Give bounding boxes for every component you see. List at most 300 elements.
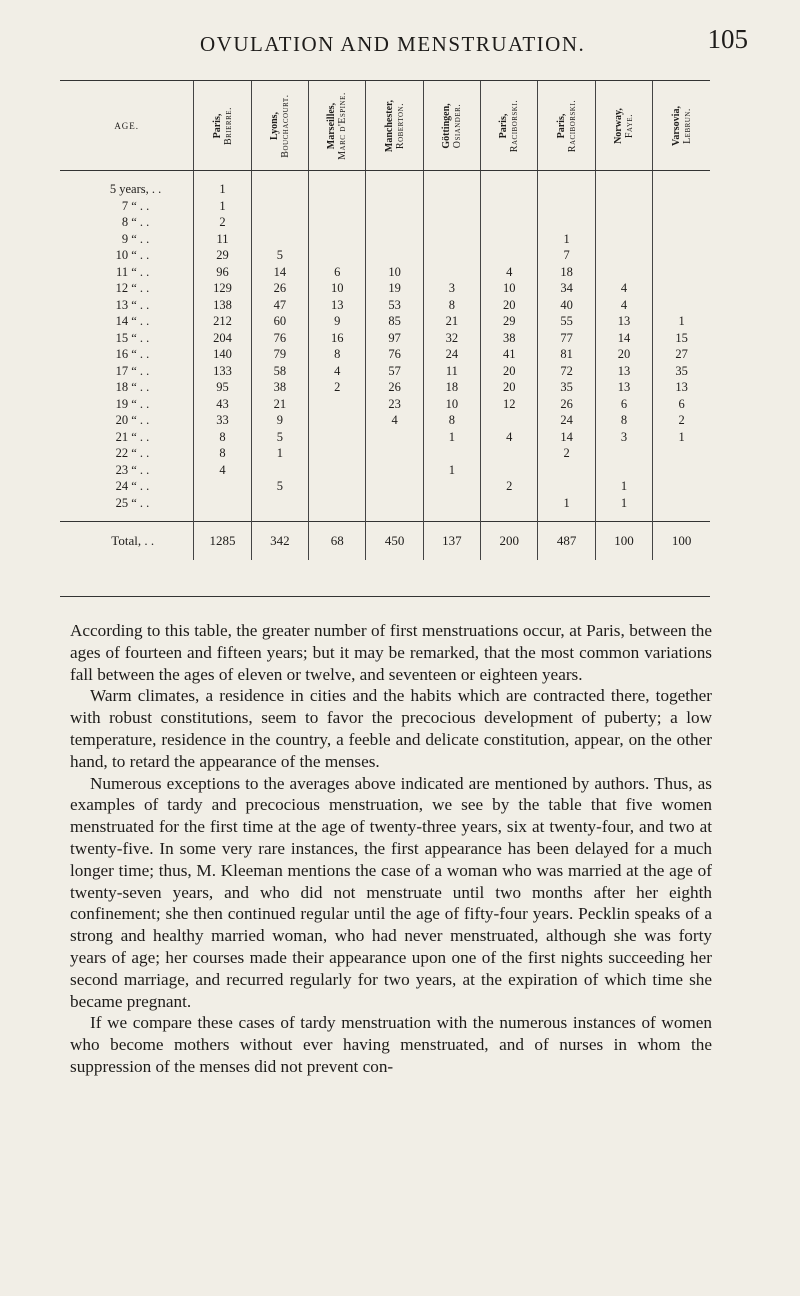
column-header <box>481 81 538 171</box>
table-cell <box>309 495 366 512</box>
table-cell <box>423 495 480 512</box>
table-cell <box>481 214 538 231</box>
table-row <box>60 198 710 215</box>
table-cell: 79 <box>251 346 308 363</box>
table-cell: 204 <box>194 330 251 347</box>
table-cell: 9 <box>309 313 366 330</box>
table-cell <box>251 181 308 198</box>
table-cell: 11 <box>423 363 480 380</box>
column-city: Varsovia, <box>670 105 682 146</box>
table-cell: 21 <box>423 313 480 330</box>
age-cell <box>60 198 194 215</box>
column-city: Lyons, <box>268 111 280 140</box>
table-row <box>60 330 710 347</box>
age-number: 15 <box>115 330 129 345</box>
table-cell: 29 <box>194 247 251 264</box>
spacer-cell <box>60 511 194 522</box>
spacer-cell <box>538 171 595 182</box>
table-cell: 4 <box>309 363 366 380</box>
table-cell <box>653 297 710 314</box>
table-cell <box>538 462 595 479</box>
leader-dots: . . <box>139 495 150 510</box>
table-row <box>60 462 710 479</box>
table-cell <box>653 445 710 462</box>
column-header-label <box>384 99 406 151</box>
age-unit: “ <box>131 446 137 460</box>
total-cell: 1285 <box>194 522 251 561</box>
column-city: Manchester, <box>383 99 395 152</box>
table-cell: 58 <box>251 363 308 380</box>
leader-dots: . . <box>139 347 150 361</box>
table-cell <box>309 478 366 495</box>
table-cell: 140 <box>194 346 251 363</box>
table-cell: 3 <box>423 280 480 297</box>
table-cell <box>595 198 652 215</box>
leader-dots: . . <box>151 182 162 196</box>
leader-dots: . . <box>139 380 150 394</box>
table-cell: 10 <box>309 280 366 297</box>
table-row <box>60 396 710 413</box>
column-author: Roberton. <box>394 102 406 149</box>
table-cell: 1 <box>423 429 480 446</box>
column-header-label <box>556 99 578 151</box>
table-cell: 47 <box>251 297 308 314</box>
table-cell <box>309 462 366 479</box>
running-head <box>60 20 760 60</box>
table-cell: 96 <box>194 264 251 281</box>
table-cell: 10 <box>366 264 423 281</box>
column-header <box>538 81 595 171</box>
table-cell: 4 <box>481 264 538 281</box>
age-number: 25 <box>115 495 129 510</box>
table-cell: 13 <box>653 379 710 396</box>
table-cell: 77 <box>538 330 595 347</box>
table-cell: 5 <box>251 429 308 446</box>
table-cell: 13 <box>595 363 652 380</box>
table-cell: 18 <box>538 264 595 281</box>
column-author: Osiander. <box>451 103 463 148</box>
age-unit: “ <box>131 281 137 295</box>
age-unit: years, <box>119 182 149 196</box>
table-cell: 212 <box>194 313 251 330</box>
column-author: Lebrun. <box>681 107 693 144</box>
table-cell: 57 <box>366 363 423 380</box>
table-cell <box>481 412 538 429</box>
spacer-cell <box>60 171 194 182</box>
age-number: 21 <box>115 429 129 444</box>
table-cell <box>309 231 366 248</box>
table-cell: 43 <box>194 396 251 413</box>
column-header-label <box>613 108 635 144</box>
age-cell <box>60 462 194 479</box>
table-cell: 8 <box>309 346 366 363</box>
age-cell <box>60 363 194 380</box>
table-cell: 129 <box>194 280 251 297</box>
table-cell <box>251 462 308 479</box>
table-cell <box>595 214 652 231</box>
spacer-cell <box>251 511 308 522</box>
table-cell: 14 <box>538 429 595 446</box>
table-header-row <box>60 81 710 171</box>
table-cell: 8 <box>423 297 480 314</box>
table-cell: 38 <box>481 330 538 347</box>
leader-dots: . . <box>139 429 150 444</box>
spacer-cell <box>194 511 251 522</box>
total-row <box>60 522 710 561</box>
table-cell: 5 <box>251 247 308 264</box>
table-cell <box>481 181 538 198</box>
age-unit: “ <box>131 264 137 279</box>
table-cell: 19 <box>366 280 423 297</box>
table-cell: 35 <box>653 363 710 380</box>
running-title: OVULATION AND MENSTRUATION. <box>200 32 586 56</box>
age-cell <box>60 346 194 363</box>
table-cell: 26 <box>366 379 423 396</box>
age-number: 23 <box>115 462 129 477</box>
table-cell <box>595 264 652 281</box>
age-number: 14 <box>115 314 129 328</box>
table-row <box>60 445 710 462</box>
table-cell: 2 <box>538 445 595 462</box>
data-table <box>60 81 710 560</box>
table-row <box>60 247 710 264</box>
table-cell: 13 <box>595 379 652 396</box>
table-cell <box>538 198 595 215</box>
body-text <box>70 620 712 1078</box>
age-number: 8 <box>121 215 129 229</box>
table-cell <box>366 181 423 198</box>
spacer-cell <box>251 171 308 182</box>
spacer-cell <box>653 511 710 522</box>
age-number: 10 <box>115 248 129 262</box>
table-cell <box>251 214 308 231</box>
leader-dots: . . <box>144 533 155 548</box>
table-cell: 1 <box>423 462 480 479</box>
table-cell <box>481 445 538 462</box>
table-cell <box>595 181 652 198</box>
paragraph: Warm climates, a residence in cities and the habits which are contracted there, together with robust constitutions, seem to favor the precocious development of puberty; a low temperature, residence in the country, a feeble and delicate constitution, appear, on the other hand, to retard the appearance of the menses. <box>70 686 712 771</box>
spacer-cell <box>595 171 652 182</box>
table-cell: 1 <box>653 313 710 330</box>
column-author: Marc d'Espine. <box>337 91 349 160</box>
age-cell <box>60 297 194 314</box>
table-cell <box>423 247 480 264</box>
table-cell: 10 <box>423 396 480 413</box>
column-city: Paris, <box>498 113 510 138</box>
table-cell: 76 <box>366 346 423 363</box>
age-unit: “ <box>131 429 137 444</box>
age-unit: “ <box>131 479 137 493</box>
table-row <box>60 313 710 330</box>
table-cell: 1 <box>194 181 251 198</box>
table-cell: 72 <box>538 363 595 380</box>
table-cell: 11 <box>194 231 251 248</box>
age-cell <box>60 214 194 231</box>
table-cell <box>309 429 366 446</box>
table-cell <box>309 214 366 231</box>
table-cell <box>366 495 423 512</box>
table-cell <box>309 412 366 429</box>
table-row <box>60 297 710 314</box>
leader-dots: . . <box>139 446 150 460</box>
table-cell: 2 <box>309 379 366 396</box>
table-cell: 20 <box>481 363 538 380</box>
column-header-label <box>498 99 520 151</box>
table-cell <box>481 462 538 479</box>
table-cell: 33 <box>194 412 251 429</box>
table-cell <box>538 181 595 198</box>
table-cell: 18 <box>423 379 480 396</box>
table-cell <box>309 198 366 215</box>
table-cell <box>481 231 538 248</box>
spacer-row <box>60 511 710 522</box>
table-row <box>60 231 710 248</box>
age-cell <box>60 396 194 413</box>
table-row <box>60 429 710 446</box>
table-cell: 26 <box>251 280 308 297</box>
age-cell <box>60 412 194 429</box>
table-cell: 13 <box>595 313 652 330</box>
age-number: 16 <box>115 347 129 361</box>
total-label-cell <box>60 522 194 561</box>
table-cell: 81 <box>538 346 595 363</box>
column-header-label <box>212 106 234 144</box>
column-city: Göttingen, <box>440 102 452 149</box>
table-cell <box>653 231 710 248</box>
age-unit: “ <box>131 314 137 328</box>
age-unit: “ <box>131 347 137 361</box>
leader-dots: . . <box>139 314 150 328</box>
table-cell: 13 <box>309 297 366 314</box>
total-cell: 450 <box>366 522 423 561</box>
table-cell: 24 <box>423 346 480 363</box>
leader-dots: . . <box>139 462 150 477</box>
column-author: Raciborski. <box>566 99 578 152</box>
table-cell: 9 <box>251 412 308 429</box>
table-cell <box>366 445 423 462</box>
table-cell <box>423 198 480 215</box>
table-cell <box>366 247 423 264</box>
age-unit: “ <box>131 215 137 229</box>
column-header-label <box>269 94 291 157</box>
spacer-cell <box>309 511 366 522</box>
table-cell <box>423 445 480 462</box>
table-cell <box>595 445 652 462</box>
table-cell: 2 <box>194 214 251 231</box>
table-cell: 29 <box>481 313 538 330</box>
table-cell: 3 <box>595 429 652 446</box>
column-header <box>423 81 480 171</box>
table-row <box>60 346 710 363</box>
spacer-cell <box>309 171 366 182</box>
spacer-cell <box>653 171 710 182</box>
table-row <box>60 214 710 231</box>
table-cell: 4 <box>366 412 423 429</box>
column-author: Faye. <box>623 113 635 138</box>
leader-dots: . . <box>139 363 150 378</box>
total-cell: 137 <box>423 522 480 561</box>
age-header-label: AGE. <box>114 121 140 131</box>
table-cell: 8 <box>423 412 480 429</box>
table-cell: 1 <box>595 495 652 512</box>
age-column-header <box>60 81 194 171</box>
table-cell <box>538 478 595 495</box>
age-unit: “ <box>131 330 137 345</box>
paragraph: If we compare these cases of tardy menstruation with the numerous instances of women who become mothers without ever having menstruated, and of nurses in whom the suppression of the menses did not prevent con- <box>70 1013 712 1076</box>
table-cell: 27 <box>653 346 710 363</box>
table-cell <box>194 495 251 512</box>
table-cell: 21 <box>251 396 308 413</box>
age-cell <box>60 495 194 512</box>
age-unit: “ <box>131 248 137 262</box>
spacer-cell <box>366 171 423 182</box>
age-number: 17 <box>115 363 129 378</box>
table-row <box>60 280 710 297</box>
table-cell <box>309 247 366 264</box>
table-cell: 20 <box>595 346 652 363</box>
column-author: Brierre. <box>222 106 234 145</box>
column-header-label <box>671 106 693 146</box>
age-number: 11 <box>116 264 129 279</box>
leader-dots: . . <box>139 297 150 312</box>
total-label: Total, <box>111 533 142 548</box>
table-cell <box>595 247 652 264</box>
column-header <box>194 81 251 171</box>
table-cell: 6 <box>595 396 652 413</box>
table-row <box>60 495 710 512</box>
column-header <box>309 81 366 171</box>
leader-dots: . . <box>139 264 150 279</box>
column-header <box>653 81 710 171</box>
age-unit: “ <box>131 380 137 394</box>
table-cell <box>653 495 710 512</box>
menstruation-age-table <box>60 80 710 597</box>
table-cell: 2 <box>481 478 538 495</box>
column-city: Paris, <box>555 113 567 138</box>
spacer-cell <box>481 511 538 522</box>
age-unit: “ <box>131 396 137 411</box>
table-cell <box>251 231 308 248</box>
table-cell: 138 <box>194 297 251 314</box>
table-cell: 1 <box>538 495 595 512</box>
table-cell: 1 <box>251 445 308 462</box>
age-cell <box>60 181 194 198</box>
table-cell: 38 <box>251 379 308 396</box>
table-row <box>60 478 710 495</box>
spacer-cell <box>481 171 538 182</box>
age-unit: “ <box>131 198 137 213</box>
column-city: Paris, <box>211 113 223 138</box>
leader-dots: . . <box>139 231 150 246</box>
table-row <box>60 412 710 429</box>
column-author: Bouchacourt. <box>279 93 291 158</box>
age-unit: “ <box>131 495 137 510</box>
table-cell: 1 <box>538 231 595 248</box>
table-cell: 1 <box>194 198 251 215</box>
table-cell <box>653 214 710 231</box>
age-cell <box>60 247 194 264</box>
age-cell <box>60 280 194 297</box>
table-cell: 40 <box>538 297 595 314</box>
table-cell <box>366 231 423 248</box>
age-number: 20 <box>115 413 129 427</box>
column-header <box>251 81 308 171</box>
table-cell: 6 <box>309 264 366 281</box>
table-cell <box>653 247 710 264</box>
table-cell <box>423 214 480 231</box>
table-cell: 8 <box>194 429 251 446</box>
leader-dots: . . <box>139 479 150 493</box>
age-number: 5 <box>109 182 117 196</box>
table-cell <box>251 198 308 215</box>
age-unit: “ <box>131 413 137 427</box>
table-cell <box>423 181 480 198</box>
leader-dots: . . <box>139 413 150 427</box>
age-cell <box>60 231 194 248</box>
age-cell <box>60 429 194 446</box>
table-cell <box>653 181 710 198</box>
age-number: 24 <box>115 479 129 493</box>
total-cell: 487 <box>538 522 595 561</box>
table-cell <box>309 181 366 198</box>
table-cell: 95 <box>194 379 251 396</box>
table-cell: 4 <box>595 280 652 297</box>
table-cell: 53 <box>366 297 423 314</box>
table-cell <box>366 214 423 231</box>
spacer-cell <box>194 171 251 182</box>
table-cell: 14 <box>251 264 308 281</box>
table-row <box>60 264 710 281</box>
age-unit: “ <box>131 297 137 312</box>
table-cell <box>481 495 538 512</box>
table-cell <box>481 198 538 215</box>
age-number: 13 <box>115 297 129 312</box>
column-header-label <box>441 103 463 148</box>
age-number: 9 <box>121 231 129 246</box>
spacer-cell <box>423 511 480 522</box>
table-cell <box>653 462 710 479</box>
table-cell: 76 <box>251 330 308 347</box>
table-cell: 7 <box>538 247 595 264</box>
table-cell <box>481 247 538 264</box>
column-header <box>595 81 652 171</box>
table-cell <box>309 445 366 462</box>
age-cell <box>60 478 194 495</box>
age-cell <box>60 445 194 462</box>
table-cell: 32 <box>423 330 480 347</box>
table-cell: 35 <box>538 379 595 396</box>
table-cell: 20 <box>481 297 538 314</box>
table-cell: 12 <box>481 396 538 413</box>
table-cell <box>423 478 480 495</box>
table-cell: 6 <box>653 396 710 413</box>
spacer-cell <box>538 511 595 522</box>
column-header <box>366 81 423 171</box>
table-cell <box>366 462 423 479</box>
age-unit: “ <box>131 462 137 477</box>
age-number: 12 <box>115 281 129 295</box>
table-cell: 15 <box>653 330 710 347</box>
total-cell: 100 <box>653 522 710 561</box>
table-cell: 4 <box>194 462 251 479</box>
table-cell <box>653 478 710 495</box>
age-cell <box>60 313 194 330</box>
leader-dots: . . <box>139 330 150 345</box>
table-cell: 8 <box>194 445 251 462</box>
table-cell <box>366 198 423 215</box>
table-row <box>60 181 710 198</box>
table-cell: 97 <box>366 330 423 347</box>
